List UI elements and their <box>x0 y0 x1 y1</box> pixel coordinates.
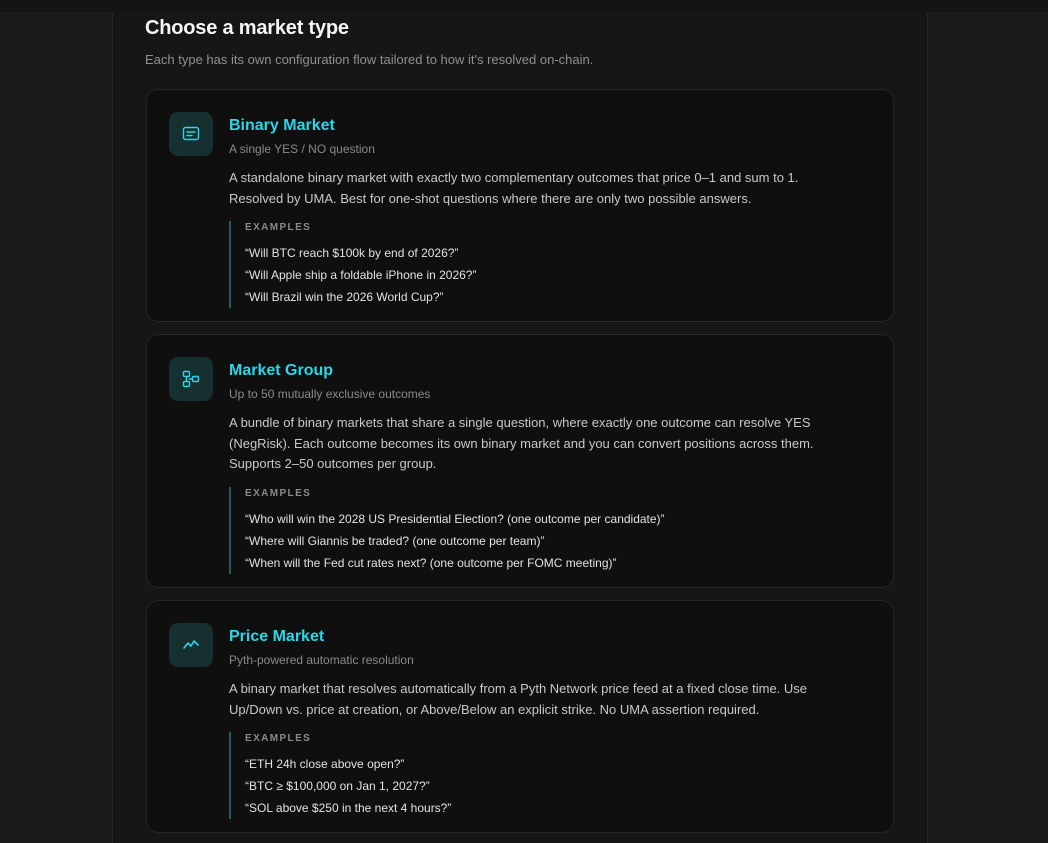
card-subtitle: A single YES / NO question <box>229 142 375 156</box>
example-item: “SOL above $250 in the next 4 hours?” <box>245 801 452 815</box>
example-item: “When will the Fed cut rates next? (one outcome per FOMC meeting)” <box>245 555 617 570</box>
examples-label: EXAMPLES <box>245 222 312 233</box>
examples-label: EXAMPLES <box>245 733 312 744</box>
main-panel <box>112 12 928 843</box>
card-title: Market Group <box>229 362 334 379</box>
example-item: “ETH 24h close above open?” <box>245 757 405 771</box>
example-item: “Who will win the 2028 US Presidential Election? (one outcome per candidate)” <box>245 511 665 526</box>
activity-chart-icon <box>169 623 213 667</box>
card-description: A binary market that resolves automatically from a Pyth Network price feed at a fixed close time. Use Up/Down vs. price at creation, or Above/Below an explicit strike. No UMA assertion required. <box>229 681 808 717</box>
examples-label: EXAMPLES <box>245 487 312 499</box>
example-item: “Will Apple ship a foldable iPhone in 2026?” <box>245 268 477 282</box>
market-type-card-binary[interactable] <box>146 89 894 322</box>
example-item: “Will Brazil win the 2026 World Cup?” <box>245 290 444 304</box>
example-item: “Will BTC reach $100k by end of 2026?” <box>245 246 459 260</box>
example-item: “Where will Giannis be traded? (one outcome per team)” <box>245 533 545 548</box>
page-subtitle: Each type has its own configuration flow tailored to how it's resolved on-chain. <box>145 52 594 67</box>
top-bar <box>0 0 1048 12</box>
page-title: Choose a market type <box>145 17 349 39</box>
example-item: “BTC ≥ $100,000 on Jan 1, 2027?” <box>245 779 430 793</box>
layout-group-icon <box>169 357 213 401</box>
card-title: Price Market <box>229 628 325 645</box>
examples-list <box>229 487 853 574</box>
market-type-card-group[interactable] <box>146 334 894 588</box>
message-square-icon <box>169 112 213 156</box>
card-description: A standalone binary market with exactly two complementary outcomes that price 0–1 and sum to 1. Resolved by UMA. Best for one-shot questions where there are only two possible answers. <box>229 170 799 206</box>
examples-list <box>229 221 853 308</box>
market-type-card-price[interactable] <box>146 600 894 833</box>
card-subtitle: Pyth-powered automatic resolution <box>229 653 414 667</box>
examples-list <box>229 732 853 819</box>
card-subtitle: Up to 50 mutually exclusive outcomes <box>229 387 431 401</box>
card-title: Binary Market <box>229 117 335 134</box>
card-description: A bundle of binary markets that share a single question, where exactly one outcome can resolve YES (NegRisk). Each outcome becomes its own binary market and you can convert positions across them. Supports 2–50 outcomes per group. <box>229 415 814 471</box>
